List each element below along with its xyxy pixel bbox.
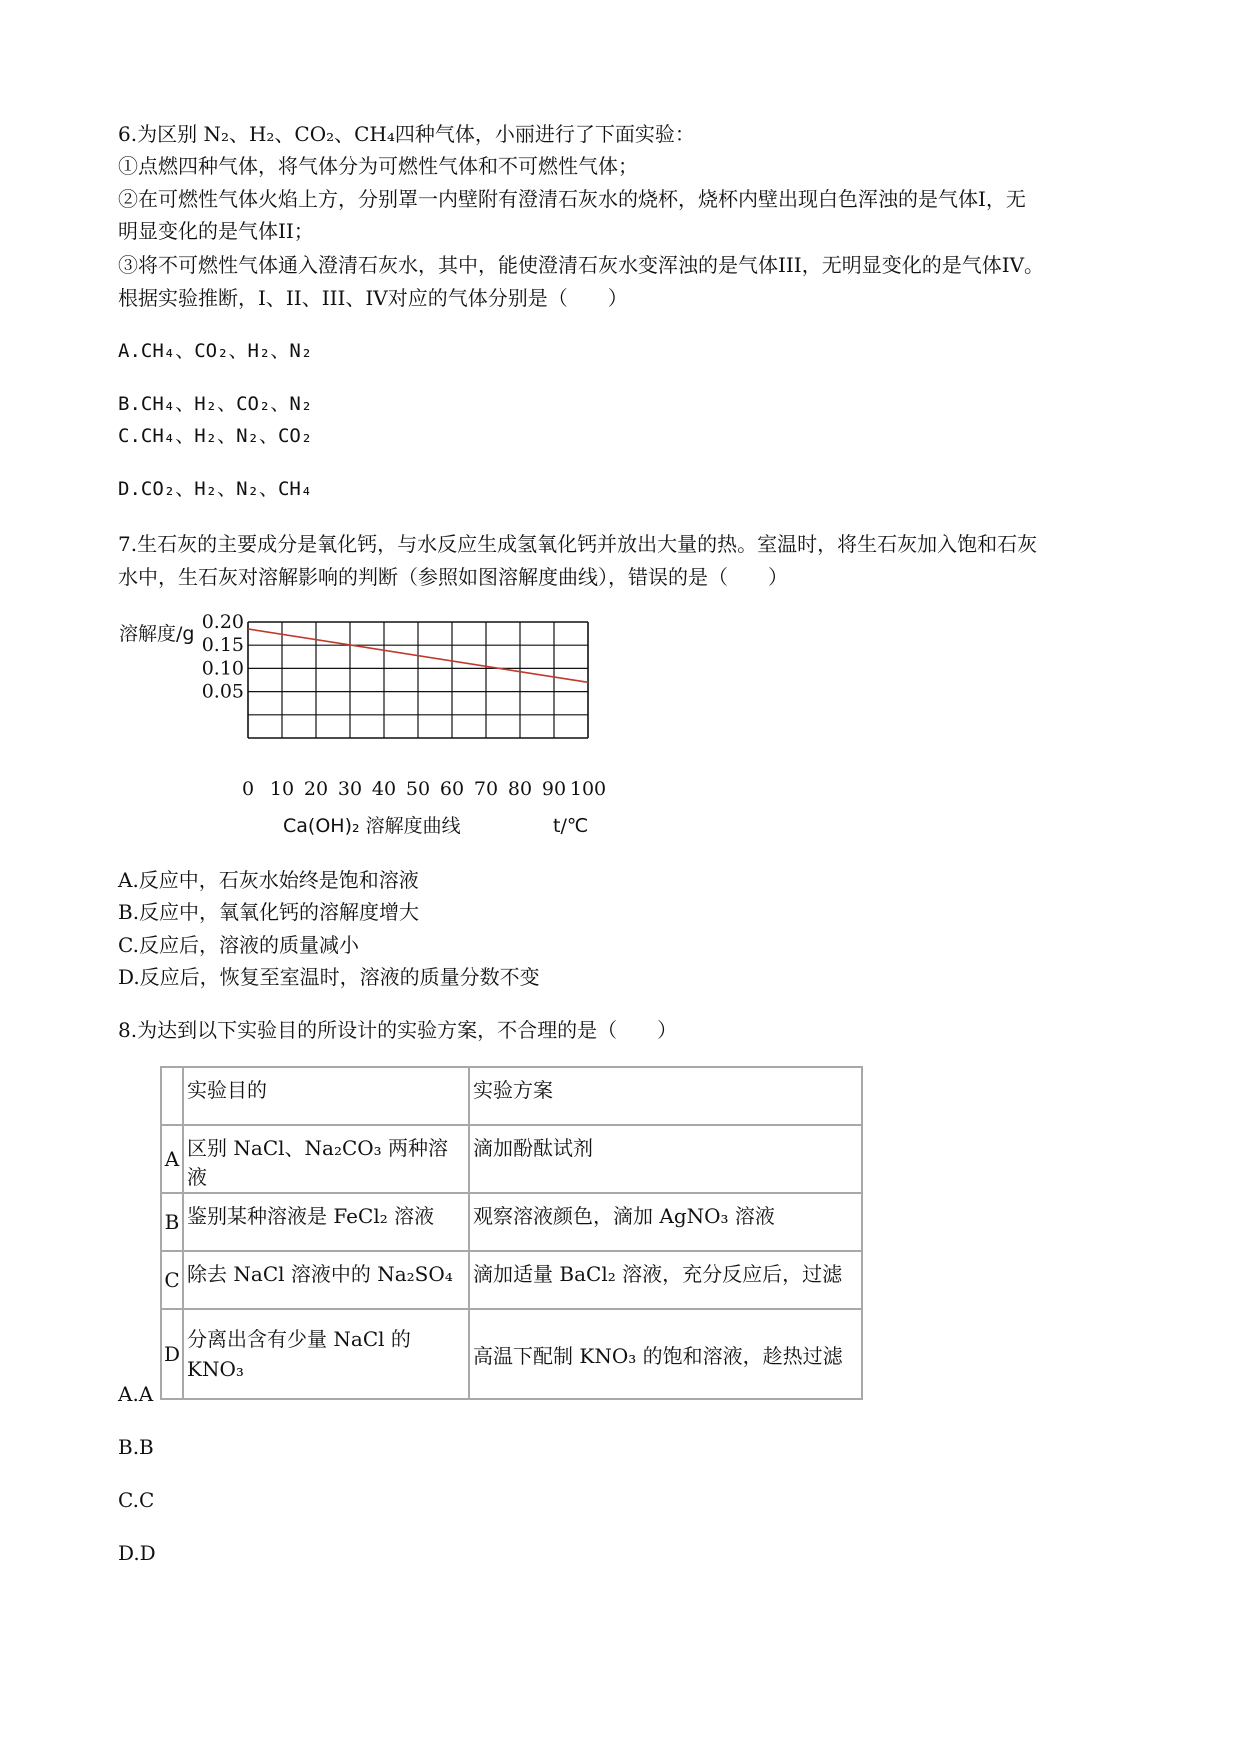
- q6-option-d: D.CO₂、H₂、N₂、CH₄: [118, 478, 313, 500]
- table-row: [161, 1125, 862, 1193]
- q6-stem: 6.为区别 N₂、H₂、CO₂、CH₄四种气体，小丽进行了下面实验：: [118, 122, 695, 146]
- row-key: D: [161, 1309, 183, 1399]
- experiment-table: [160, 1066, 863, 1400]
- x-tick-label: 60: [439, 778, 465, 800]
- x-tick-label: 20: [303, 778, 329, 800]
- x-tick-label: 50: [405, 778, 431, 800]
- q6-option-c: C.CH₄、H₂、N₂、CO₂: [118, 425, 313, 447]
- q6-step-2a: ②在可燃性气体火焰上方，分别罩一内壁附有澄清石灰水的烧杯，烧杯内壁出现白色浑浊的是气体I，无: [118, 187, 1026, 211]
- y-axis-label: 溶解度/g: [119, 623, 195, 645]
- q6-step-1: ①点燃四种气体，将气体分为可燃性气体和不可燃性气体；: [118, 154, 638, 178]
- x-tick-label: 30: [337, 778, 363, 800]
- q7-option-b: B.反应中，氧氧化钙的溶解度增大: [118, 900, 420, 924]
- header-aim: 实验目的: [183, 1067, 469, 1125]
- chart-ticks: [202, 612, 606, 800]
- x-tick-label: 100: [569, 778, 607, 800]
- q7-option-d: D.反应后，恢复至室温时，溶液的质量分数不变: [118, 965, 540, 989]
- q8-option-b: B.B: [118, 1435, 154, 1459]
- row-plan: 观察溶液颜色，滴加 AgNO₃ 溶液: [469, 1193, 862, 1251]
- q6-option-b: B.CH₄、H₂、CO₂、N₂: [118, 393, 313, 415]
- q6-option-a: A.CH₄、CO₂、H₂、N₂: [118, 340, 313, 362]
- table-header-row: [161, 1067, 862, 1125]
- q8-option-c: C.C: [118, 1488, 155, 1512]
- chart-caption: Ca(OH)₂ 溶解度曲线: [283, 815, 461, 837]
- x-tick-label: 10: [269, 778, 295, 800]
- x-axis-label: t/℃: [553, 815, 589, 837]
- header-key: [161, 1067, 183, 1125]
- y-tick-label: 0.05: [201, 680, 244, 703]
- row-aim: 鉴别某种溶液是 FeCl₂ 溶液: [183, 1193, 469, 1251]
- row-key: C: [161, 1251, 183, 1309]
- q8-option-d: D.D: [118, 1541, 156, 1565]
- x-tick-label: 40: [371, 778, 397, 800]
- row-key: A: [161, 1125, 183, 1193]
- x-tick-label: 80: [507, 778, 533, 800]
- row-plan: 滴加酚酞试剂: [469, 1125, 862, 1193]
- table-row: [161, 1309, 862, 1399]
- row-aim: 除去 NaCl 溶液中的 Na₂SO₄: [183, 1251, 469, 1309]
- x-tick-label: 0: [241, 778, 255, 800]
- q7-option-c: C.反应后，溶液的质量减小: [118, 933, 359, 957]
- q6-question: 根据实验推断，I、II、III、IV对应的气体分别是（ ）: [118, 286, 628, 310]
- row-aim: 区别 NaCl、Na₂CO₃ 两种溶液: [183, 1125, 469, 1193]
- y-tick-label: 0.10: [201, 657, 244, 680]
- q8-stem: 8.为达到以下实验目的所设计的实验方案，不合理的是（ ）: [118, 1018, 678, 1042]
- row-aim: 分离出含有少量 NaCl 的 KNO₃: [183, 1309, 469, 1399]
- x-tick-label: 70: [473, 778, 499, 800]
- y-tick-label: 0.20: [201, 612, 244, 633]
- row-key: B: [161, 1193, 183, 1251]
- x-tick-label: 90: [541, 778, 567, 800]
- row-plan: 高温下配制 KNO₃ 的饱和溶液，趁热过滤: [469, 1309, 862, 1399]
- q7-stem-line1: 7.生石灰的主要成分是氧化钙，与水反应生成氢氧化钙并放出大量的热。室温时，将生石灰加入饱和石灰: [118, 532, 1038, 556]
- q7-stem-line2: 水中，生石灰对溶解影响的判断（参照如图溶解度曲线），错误的是（ ）: [118, 565, 788, 589]
- chart-grid: [248, 622, 588, 738]
- solubility-chart: [115, 612, 635, 844]
- q6-step-3: ③将不可燃性气体通入澄清石灰水，其中，能使澄清石灰水变浑浊的是气体III，无明显变化的是气体IV。: [118, 253, 1045, 277]
- row-plan: 滴加适量 BaCl₂ 溶液，充分反应后，过滤: [469, 1251, 862, 1309]
- table-row: [161, 1193, 862, 1251]
- y-tick-label: 0.15: [201, 634, 244, 657]
- header-plan: 实验方案: [469, 1067, 862, 1125]
- table-row: [161, 1251, 862, 1309]
- q8-option-a: A.A: [118, 1382, 154, 1406]
- q6-step-2b: 明显变化的是气体II；: [118, 219, 314, 243]
- q7-option-a: A.反应中，石灰水始终是饱和溶液: [118, 868, 419, 892]
